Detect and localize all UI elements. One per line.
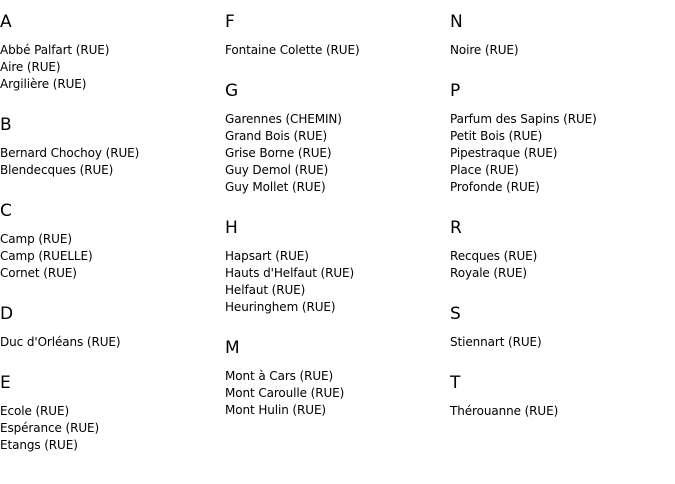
street-item[interactable]: Etangs (RUE)	[0, 438, 78, 452]
street-list	[0, 403, 225, 454]
letter-section-b	[0, 115, 225, 179]
street-item[interactable]: Thérouanne (RUE)	[450, 404, 559, 418]
street-item[interactable]: Garennes (CHEMIN)	[225, 112, 342, 126]
street-item[interactable]: Ecole (RUE)	[0, 404, 70, 418]
street-item[interactable]: Stiennart (RUE)	[450, 335, 542, 349]
street-list	[450, 111, 675, 196]
letter-heading: R	[450, 218, 462, 238]
street-item[interactable]: Duc d'Orléans (RUE)	[0, 335, 121, 349]
street-item[interactable]: Bernard Chochoy (RUE)	[0, 146, 140, 160]
letter-heading: C	[0, 201, 12, 221]
letter-heading: T	[450, 373, 461, 393]
street-item[interactable]: Cornet (RUE)	[0, 266, 77, 280]
street-item[interactable]: Grand Bois (RUE)	[225, 129, 328, 143]
letter-heading: F	[225, 12, 235, 32]
street-list	[225, 42, 450, 59]
street-list	[0, 145, 225, 179]
street-item[interactable]: Blendecques (RUE)	[0, 163, 114, 177]
street-item[interactable]: Profonde (RUE)	[450, 180, 540, 194]
letter-heading: B	[0, 115, 12, 135]
street-item[interactable]: Hapsart (RUE)	[225, 249, 309, 263]
street-item[interactable]: Recques (RUE)	[450, 249, 538, 263]
letter-heading: E	[0, 373, 11, 393]
street-list	[0, 42, 225, 93]
street-item[interactable]: Abbé Palfart (RUE)	[0, 43, 110, 57]
street-item[interactable]: Espérance (RUE)	[0, 421, 100, 435]
street-item[interactable]: Fontaine Colette (RUE)	[225, 43, 360, 57]
letter-section-e	[0, 373, 225, 454]
letter-section-r	[450, 218, 675, 282]
street-item[interactable]: Mont Caroulle (RUE)	[225, 386, 345, 400]
letter-section-c	[0, 201, 225, 282]
street-item[interactable]: Grise Borne (RUE)	[225, 146, 332, 160]
letter-section-h	[225, 218, 450, 316]
letter-heading: S	[450, 304, 461, 324]
street-item[interactable]: Place (RUE)	[450, 163, 519, 177]
street-item[interactable]: Noire (RUE)	[450, 43, 519, 57]
street-list	[0, 334, 225, 351]
street-list	[225, 368, 450, 419]
street-item[interactable]: Heuringhem (RUE)	[225, 300, 336, 314]
street-list	[450, 42, 675, 59]
street-list	[0, 231, 225, 282]
street-item[interactable]: Camp (RUE)	[0, 232, 72, 246]
street-item[interactable]: Guy Demol (RUE)	[225, 163, 329, 177]
letter-heading: D	[0, 304, 14, 324]
street-item[interactable]: Aire (RUE)	[0, 60, 61, 74]
letter-section-n	[450, 12, 675, 59]
street-list	[450, 403, 675, 420]
street-item[interactable]: Argilière (RUE)	[0, 77, 87, 91]
street-list	[225, 248, 450, 316]
street-index-column-1	[0, 0, 225, 454]
letter-heading: P	[450, 81, 461, 101]
street-list	[225, 111, 450, 196]
street-item[interactable]: Royale (RUE)	[450, 266, 527, 280]
letter-section-t	[450, 373, 675, 420]
street-item[interactable]: Mont à Cars (RUE)	[225, 369, 334, 383]
letter-heading: G	[225, 81, 239, 101]
street-item[interactable]: Hauts d'Helfaut (RUE)	[225, 266, 355, 280]
letter-section-p	[450, 81, 675, 196]
letter-section-g	[225, 81, 450, 196]
street-index-column-3	[450, 0, 675, 420]
letter-heading: A	[0, 12, 12, 32]
street-item[interactable]: Pipestraque (RUE)	[450, 146, 558, 160]
street-item[interactable]: Camp (RUELLE)	[0, 249, 93, 263]
street-item[interactable]: Mont Hulin (RUE)	[225, 403, 327, 417]
street-item[interactable]: Parfum des Sapins (RUE)	[450, 112, 597, 126]
street-item[interactable]: Guy Mollet (RUE)	[225, 180, 326, 194]
street-list	[450, 334, 675, 351]
letter-heading: N	[450, 12, 463, 32]
letter-heading: H	[225, 218, 238, 238]
letter-section-d	[0, 304, 225, 351]
street-item[interactable]: Petit Bois (RUE)	[450, 129, 543, 143]
letter-section-m	[225, 338, 450, 419]
street-list	[450, 248, 675, 282]
letter-section-f	[225, 12, 450, 59]
letter-heading: M	[225, 338, 240, 358]
letter-section-s	[450, 304, 675, 351]
letter-section-a	[0, 12, 225, 93]
street-item[interactable]: Helfaut (RUE)	[225, 283, 306, 297]
street-index-column-2	[225, 0, 450, 419]
